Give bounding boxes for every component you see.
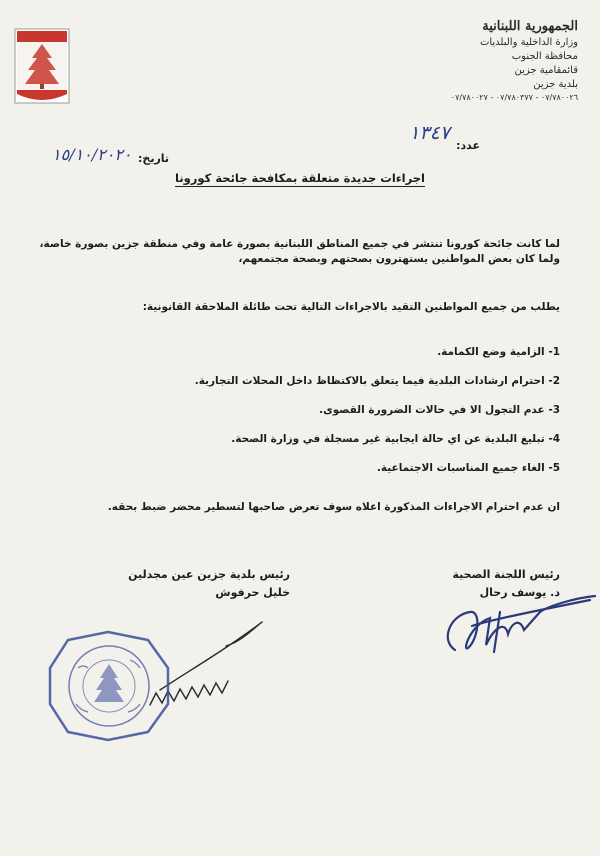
- municipality-stamp: [50, 632, 168, 740]
- republic-title: الجمهورية اللبنانية: [482, 19, 578, 34]
- measures-list: [80, 345, 560, 490]
- list-item: 2- احترام ارشادات البلدية فيما يتعلق بالاكتظاظ داخل المحلات التجارية.: [194, 375, 560, 387]
- governorate-line: محافظة الجنوب: [511, 51, 578, 62]
- mayor-handwritten-signature: [150, 622, 262, 705]
- municipality-logo: [14, 28, 70, 104]
- closing-paragraph: ان عدم احترام الاجراءات المذكورة اعلاه سوف تعرض صاحبها لتسطير محضر ضبط بحقه.: [107, 501, 560, 513]
- municipality-line: بلدية جزين: [533, 79, 578, 90]
- subject-line: [0, 171, 600, 185]
- subject-text: اجراءات جديدة متعلقة بمكافحة جائحة كورونا: [175, 171, 425, 185]
- list-item: 4- تبليغ البلدية عن اي حالة ايجابية غير مسجلة في وزارة الصحة.: [231, 433, 560, 445]
- number-value: ١٣٤٧: [409, 122, 450, 144]
- body-paragraph-1: لما كانت جائحة كورونا تنتشر في جميع المناطق اللبنانية بصورة عامة وفي منطقة جزين بصورة خاصة، ولما كان بعض المواطنين يستهترون بصحتهم وبصحة مجتمعهم،: [39, 238, 560, 265]
- letterhead: [408, 18, 578, 104]
- list-item: 3- عدم التجول الا في حالات الضرورة القصوى.: [319, 404, 560, 416]
- mayor-signature-block: [120, 566, 290, 602]
- mayor-title: رئيس بلدية جزين عين مجدلين: [128, 568, 290, 581]
- district-line: قائمقامية جزين: [514, 65, 578, 76]
- date-value: ١٥/١٠/٢٠٢٠: [52, 145, 132, 164]
- health-committee-name: د. يوسف رحال: [479, 586, 560, 599]
- list-item: 5- الغاء جميع المناسبات الاجتماعية.: [376, 462, 560, 474]
- ministry-line: وزارة الداخلية والبلديات: [479, 37, 578, 48]
- date-label: تاريخ:: [138, 152, 170, 165]
- health-committee-title: رئيس اللجنة الصحية: [452, 568, 560, 581]
- list-item: 1- الزامية وضع الكمامة.: [437, 346, 560, 358]
- health-committee-handwritten-signature: [448, 596, 595, 652]
- phone-numbers: ٠٧/٧٨٠٠٢٦ - ٠٧/٧٨٠٣٧٧ - ٠٧/٧٨٠٠٢٧: [450, 93, 578, 102]
- health-committee-signature-block: [410, 566, 560, 602]
- body-paragraph-2: يطلب من جميع المواطنين التقيد بالاجراءات التالية تحت طائلة الملاحقة القانونية:: [142, 301, 560, 313]
- mayor-name: خليل حرفوش: [215, 586, 290, 599]
- number-label: عدد:: [456, 139, 480, 152]
